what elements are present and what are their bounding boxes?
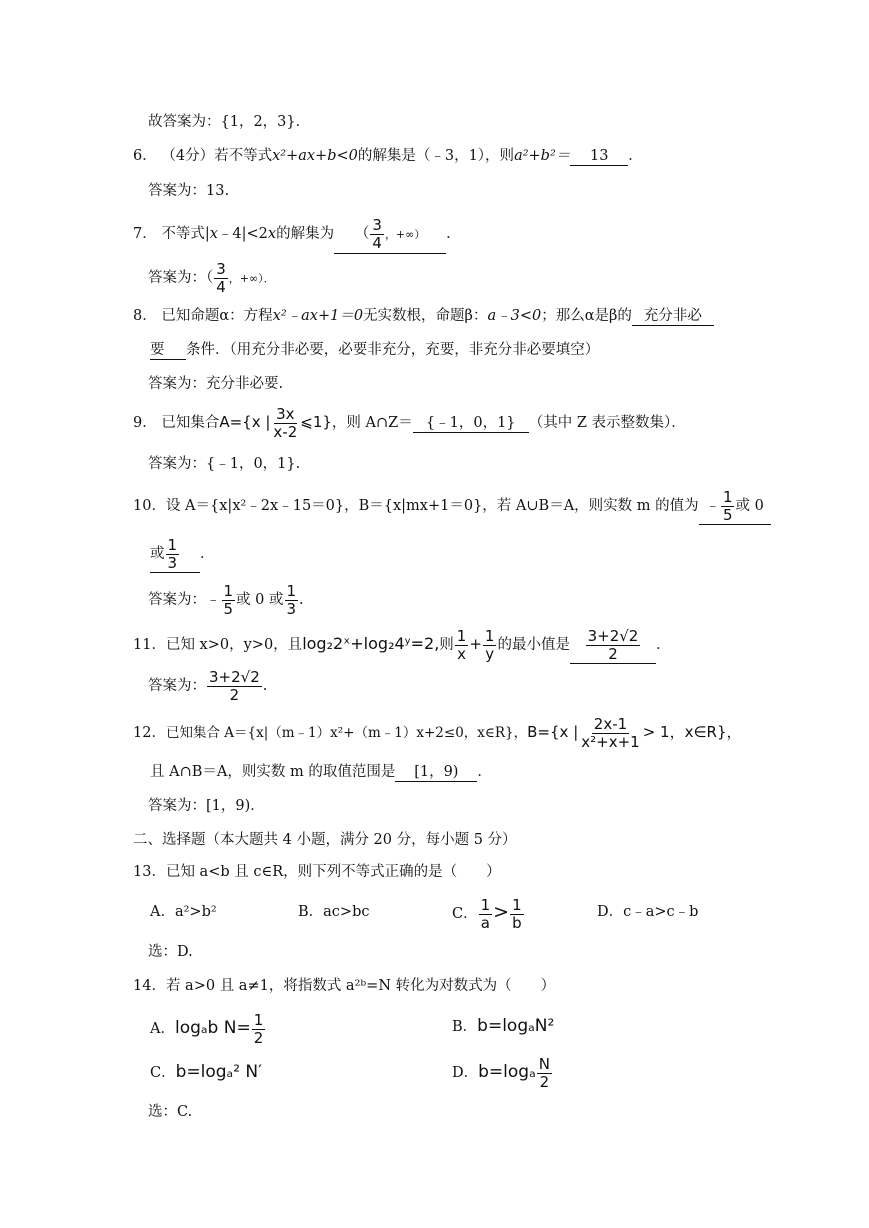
q14-option-b-label: B． (452, 1019, 478, 1035)
q11-end: ． (655, 637, 671, 653)
q7-answer-num: 3 (216, 259, 226, 278)
q9-answer-blank: {﹣1，0，1} (413, 414, 529, 433)
q14-answer: 选：C. (148, 1104, 193, 1120)
q7-interval-end: ，+∞） (384, 228, 426, 241)
q10-text: 设 A＝{x|x²﹣2x﹣15＝0}，B＝{x|mx+1＝0}，若 A∪B＝A，则实数 m 的值为 (165, 498, 699, 514)
q11-text: 已知 x>0，y>0，且 (165, 637, 303, 653)
q11-frac-x (455, 628, 469, 663)
q7-fraction (370, 217, 384, 252)
q14-a-den: 2 (253, 1028, 264, 1047)
q13-option-c-label: C． (452, 906, 478, 922)
q10-answer-num2: 1 (286, 581, 297, 600)
q13-answer: 选：D. (148, 944, 193, 960)
q14-option-b-expr: b=logₐN² (477, 1016, 555, 1036)
q12-end: ． (477, 764, 492, 780)
q8-answer-blank: 充分非必 (632, 307, 714, 326)
q6-text-mid: 的解集是（﹣3，1），则 (357, 148, 515, 164)
q9-fraction (271, 406, 299, 441)
q12-text: 已知集合 A＝{x|（m﹣1）x²+（m﹣1）x+2≤0，x∈R}， (165, 725, 528, 741)
q11-answer-frac (207, 669, 262, 704)
q11-answer-den: 2 (229, 685, 240, 704)
q10-answer-den2: 3 (286, 599, 297, 618)
q10-fraction-2 (166, 537, 180, 572)
q7-answer-blank (334, 216, 446, 254)
q7-number: 7． (133, 226, 157, 242)
q11-frac1-den: x (457, 644, 467, 663)
q11-answer (148, 666, 267, 706)
q9-text-mid: ，则 A∩Z＝ (331, 415, 413, 431)
q10-answer-den1: 5 (223, 599, 234, 618)
question-11 (133, 624, 670, 665)
q10-answer (148, 580, 304, 620)
question-9 (133, 402, 686, 443)
q10-answer-text: 答案为：﹣ (148, 592, 221, 608)
q6-answer: 答案为：13. (148, 183, 230, 199)
q12-fraction (579, 716, 641, 751)
q7-text-post: 的解集为 (276, 226, 335, 242)
q7-answer-fraction (214, 261, 228, 296)
q14-a-frac (252, 1012, 266, 1047)
q8-text-mid: 无实数根，命题β： (363, 308, 488, 324)
q10-minus: ﹣ (705, 498, 720, 514)
q14-option-b (452, 1016, 554, 1037)
q11-plus: + (469, 635, 482, 653)
q11-blank-den: 2 (608, 644, 618, 663)
q9-frac-num: 3x (276, 404, 295, 423)
q12-frac-num: 2x-1 (593, 714, 628, 733)
question-13: 13．已知 a<b 且 c∈R，则下列不等式正确的是（ ） (133, 864, 501, 880)
q8-text: 已知命题α：方程 (161, 308, 273, 324)
q7-frac-den: 4 (372, 233, 382, 252)
q8-line2 (150, 340, 599, 360)
q8-equation: x²﹣ax+1＝0 (272, 308, 364, 324)
q5-answer: 故答案为：{1，2，3}． (148, 114, 311, 130)
q11-answer-text: 答案为： (148, 678, 206, 694)
q13-option-a: A．a²>b² (150, 904, 217, 920)
q8-number: 8． (133, 308, 157, 324)
q11-number: 11． (133, 637, 166, 653)
q10-frac-num: 1 (722, 487, 733, 506)
q12-answer-blank: [1，9) (395, 763, 477, 782)
q14-option-c-label: C． (150, 1065, 176, 1081)
q11-text-post: 的最小值是 (497, 637, 570, 653)
q14-d-num: N (538, 1054, 550, 1073)
q11-frac1-num: 1 (456, 626, 467, 645)
q14-option-d-label: D． (452, 1065, 479, 1081)
q6-end: ． (628, 148, 643, 164)
q13-option-b: B．ac>bc (298, 904, 370, 920)
q9-text-post: （其中 Z 表示整数集）． (528, 415, 686, 431)
q14-option-a (150, 1008, 266, 1049)
q13-c-num1: 1 (480, 895, 491, 914)
q13-option-c (452, 892, 525, 934)
q13-c-den1: a (480, 913, 490, 932)
q14-option-c-expr: b=logₐ² N′ (175, 1062, 263, 1082)
q12-set-b-tail: > 1，x∈R}， (642, 723, 742, 741)
q7-paren: （ (354, 226, 370, 242)
q14-option-c (150, 1062, 262, 1083)
q10-or-zero: 或 0 (735, 498, 764, 514)
q10-fraction (721, 489, 735, 524)
q13-c-den2: b (512, 913, 522, 932)
q11-blank-frac (586, 628, 641, 663)
q14-d-den: 2 (539, 1072, 550, 1091)
q7-answer (148, 258, 275, 299)
q12-set-b-lead: B={x | (527, 723, 579, 741)
q8-answer-blank-cont: 要 (150, 341, 186, 360)
q6-text: （4分）若不等式 (161, 148, 273, 164)
q7-frac-num: 3 (372, 215, 382, 234)
question-6 (133, 146, 643, 166)
q10-or: 或 (150, 546, 165, 562)
q13-c-num2: 1 (512, 895, 522, 914)
q9-set-tail: ⩽1} (300, 413, 332, 431)
q11-answer-num: 3+2√2 (209, 667, 260, 686)
q14-a-num: 1 (253, 1010, 264, 1029)
q10-answer-blank-cont (150, 536, 200, 573)
q7-var: x (209, 226, 218, 242)
q10-answer-mid: 或 0 或 (236, 592, 284, 608)
q7-answer-text: 答案为：（ (148, 270, 214, 286)
q8-answer: 答案为：充分非必要. (148, 376, 284, 392)
q10-answer-blank (699, 488, 771, 525)
q8-condition: a﹣3<0 (487, 308, 542, 324)
q13-c-frac1 (479, 897, 493, 932)
q11-then: 则 (439, 637, 454, 653)
q11-frac2-den: y (485, 644, 495, 663)
q10-answer-frac1 (222, 583, 236, 618)
q9-text: 已知集合 (161, 415, 220, 431)
q7-text-mid: ﹣4|<2 (217, 226, 268, 242)
q13-c-gt: > (493, 901, 510, 923)
q9-answer: 答案为：{﹣1，0，1}. (148, 456, 301, 472)
q10-end: ． (200, 546, 215, 562)
question-8 (133, 306, 714, 326)
section-heading: 二、选择题（本大题共 4 小题，满分 20 分，每小题 5 分） (133, 832, 517, 848)
q7-end: ． (446, 226, 461, 242)
q9-set-lead: A={x | (219, 413, 271, 431)
q10-line2 (150, 534, 215, 574)
q10-answer-num1: 1 (223, 581, 234, 600)
q11-answer-end: . (262, 678, 268, 694)
q12-line2 (150, 762, 492, 782)
q6-answer-blank: 13 (570, 147, 628, 166)
q10-frac-den: 5 (722, 505, 733, 524)
q10-answer-frac2 (285, 583, 299, 618)
question-14: 14．若 a>0 且 a≠1，将指数式 a²ᵇ=N 转化为对数式为（ ） (133, 978, 556, 994)
question-7 (133, 214, 461, 254)
q12-answer: 答案为：[1，9)． (148, 798, 265, 814)
q6-number: 6． (133, 148, 157, 164)
q9-number: 9． (133, 415, 157, 431)
q11-blank-num: 3+2√2 (587, 626, 639, 645)
q13-c-frac2 (510, 897, 524, 932)
q14-option-a-label: A． (150, 1021, 175, 1037)
q7-answer-den: 4 (216, 277, 226, 296)
q11-frac-y (483, 628, 497, 663)
question-12 (133, 712, 742, 753)
q10-frac2-den: 3 (167, 553, 178, 572)
q11-log-expression: log₂2ˣ+log₂4ʸ=2, (302, 634, 440, 653)
q10-frac2-num: 1 (167, 535, 178, 554)
q6-inequality: x²+ax+b<0 (272, 148, 358, 164)
q7-var2: x (267, 226, 277, 242)
q11-frac2-num: 1 (484, 626, 495, 645)
q10-number: 10． (133, 498, 166, 514)
q13-option-d: D．c﹣a>c﹣b (597, 904, 699, 920)
q14-option-d-expr: b=logₐ (478, 1062, 536, 1082)
q12-frac-den: x²+x+1 (581, 732, 640, 751)
q8-text-line2: 条件．（用充分非必要，必要非充分，充要，非充分非必要填空） (186, 342, 600, 358)
q9-frac-den: x-2 (273, 422, 298, 441)
q14-option-d (452, 1052, 553, 1093)
q10-answer-end: . (299, 592, 304, 608)
q14-option-a-expr: logₐb N= (174, 1018, 251, 1038)
q12-number: 12． (133, 725, 166, 741)
q12-text-line2: 且 A∩B＝A，则实数 m 的取值范围是 (150, 764, 396, 780)
q14-d-frac (537, 1056, 552, 1091)
q11-answer-blank (570, 627, 656, 664)
q8-text-post: ；那么α是β的 (541, 308, 632, 324)
question-10 (133, 486, 771, 526)
q7-answer-end: ，+∞）． (228, 272, 275, 285)
q6-expression: a²+b²＝ (514, 148, 571, 164)
q7-text: 不等式| (161, 226, 210, 242)
